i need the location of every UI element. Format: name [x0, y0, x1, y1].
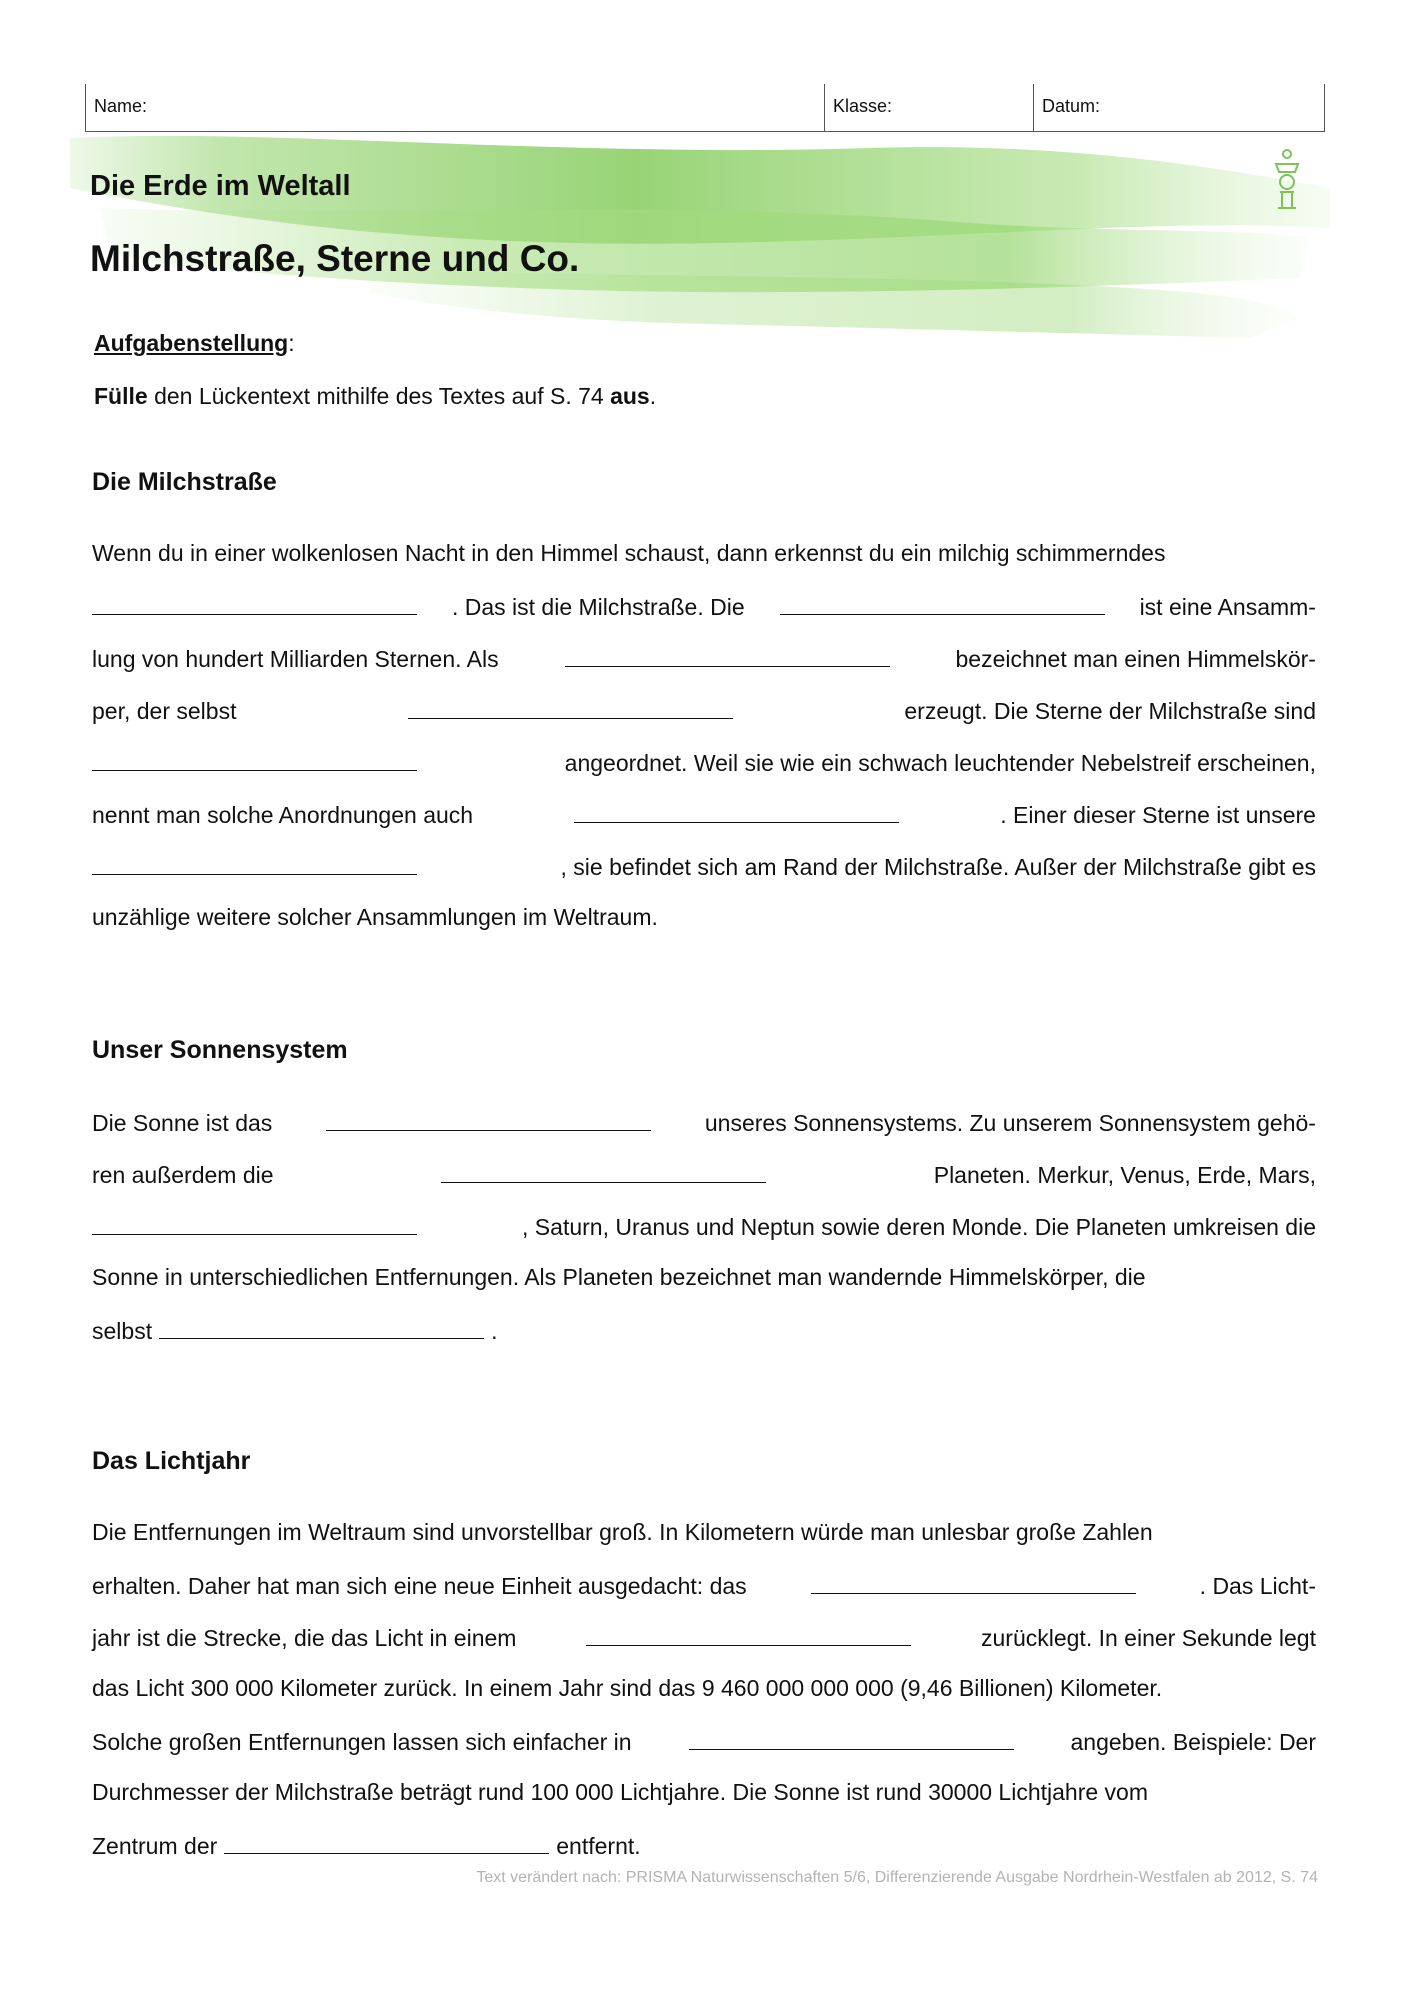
blank-field[interactable]: [441, 1158, 766, 1183]
date-label: Datum:: [1042, 96, 1101, 116]
text-line: erhalten. Daher hat man sich eine neue Einheit ausgedacht: das . Das Licht-: [92, 1569, 1316, 1601]
text-line: Durchmesser der Milchstraße beträgt rund 100 000 Lichtjahre. Die Sonne ist rund 30000 Lichtjahre vom: [92, 1779, 1149, 1805]
text-line: Die Entfernungen im Weltraum sind unvorstellbar groß. In Kilometern würde man unlesbar große Zahlen: [92, 1519, 1153, 1545]
text-line: Wenn du in einer wolkenlosen Nacht in den Himmel schaust, dann erkennst du ein milchig schimmerndes: [92, 540, 1166, 566]
blank-field[interactable]: [811, 1569, 1136, 1594]
text-line: Solche großen Entfernungen lassen sich einfacher in angeben. Beispiele: Der: [92, 1725, 1316, 1757]
name-label: Name:: [94, 96, 148, 116]
blank-field[interactable]: [224, 1829, 549, 1854]
text-line: per, der selbst erzeugt. Die Sterne der Milchstraße sind: [92, 694, 1316, 726]
seal-icon: [1270, 146, 1304, 212]
header-table: [85, 84, 1325, 132]
blank-field[interactable]: [92, 746, 417, 771]
text-line: jahr ist die Strecke, die das Licht in einem zurücklegt. In einer Sekunde legt: [92, 1621, 1316, 1653]
section-heading-milchstrasse: Die Milchstraße: [92, 468, 277, 496]
blank-field[interactable]: [92, 590, 417, 615]
text-line: Zentrum der entfernt.: [92, 1829, 1316, 1861]
blank-field[interactable]: [565, 642, 890, 667]
source-note: Text verändert nach: PRISMA Naturwissenschaften 5/6, Differenzierende Ausgabe Nordrhein-Westfalen ab 2012, S. 74: [476, 1869, 1318, 1886]
text-line: lung von hundert Milliarden Sternen. Als bezeichnet man einen Himmelskör-: [92, 642, 1316, 674]
blank-field[interactable]: [574, 798, 899, 823]
text-line: Die Sonne ist das unseres Sonnensystems. Zu unserem Sonnensystem gehö-: [92, 1106, 1316, 1138]
text-line: das Licht 300 000 Kilometer zurück. In einem Jahr sind das 9 460 000 000 000 (9,46 Billionen) Kilometer.: [92, 1675, 1163, 1701]
blank-field[interactable]: [586, 1621, 911, 1646]
class-field[interactable]: [825, 84, 1034, 131]
blank-field[interactable]: [92, 850, 417, 875]
topic-heading: Die Erde im Weltall: [90, 170, 351, 202]
text-line: . Das ist die Milchstraße. Die ist eine Ansamm-: [92, 590, 1316, 622]
text-line: angeordnet. Weil sie wie ein schwach leuchtender Nebelstreif erscheinen,: [92, 746, 1316, 778]
blank-field[interactable]: [689, 1725, 1014, 1750]
blank-field[interactable]: [159, 1314, 484, 1339]
text-line: , sie befindet sich am Rand der Milchstraße. Außer der Milchstraße gibt es: [92, 850, 1316, 882]
text-line: Sonne in unterschiedlichen Entfernungen. Als Planeten bezeichnet man wandernde Himmelskörper, die: [92, 1264, 1146, 1290]
blank-field[interactable]: [326, 1106, 651, 1131]
class-label: Klasse:: [833, 96, 893, 116]
date-field[interactable]: [1034, 84, 1324, 131]
text-line: unzählige weitere solcher Ansammlungen im Weltraum.: [92, 904, 658, 930]
blank-field[interactable]: [408, 694, 733, 719]
name-field[interactable]: [86, 84, 825, 131]
text-line: ren außerdem die Planeten. Merkur, Venus, Erde, Mars,: [92, 1158, 1316, 1190]
task-heading: Aufgabenstellung:: [94, 330, 295, 356]
blank-field[interactable]: [92, 1210, 417, 1235]
text-line: , Saturn, Uranus und Neptun sowie deren Monde. Die Planeten umkreisen die: [92, 1210, 1316, 1242]
text-line: nennt man solche Anordnungen auch . Einer dieser Sterne ist unsere: [92, 798, 1316, 830]
section-heading-sonnensystem: Unser Sonnensystem: [92, 1036, 348, 1064]
task-instruction: Fülle den Lückentext mithilfe des Textes auf S. 74 aus.: [94, 383, 657, 409]
page-title: Milchstraße, Sterne und Co.: [90, 238, 580, 279]
text-line: selbst .: [92, 1314, 1316, 1346]
blank-field[interactable]: [780, 590, 1105, 615]
section-heading-lichtjahr: Das Lichtjahr: [92, 1447, 251, 1475]
